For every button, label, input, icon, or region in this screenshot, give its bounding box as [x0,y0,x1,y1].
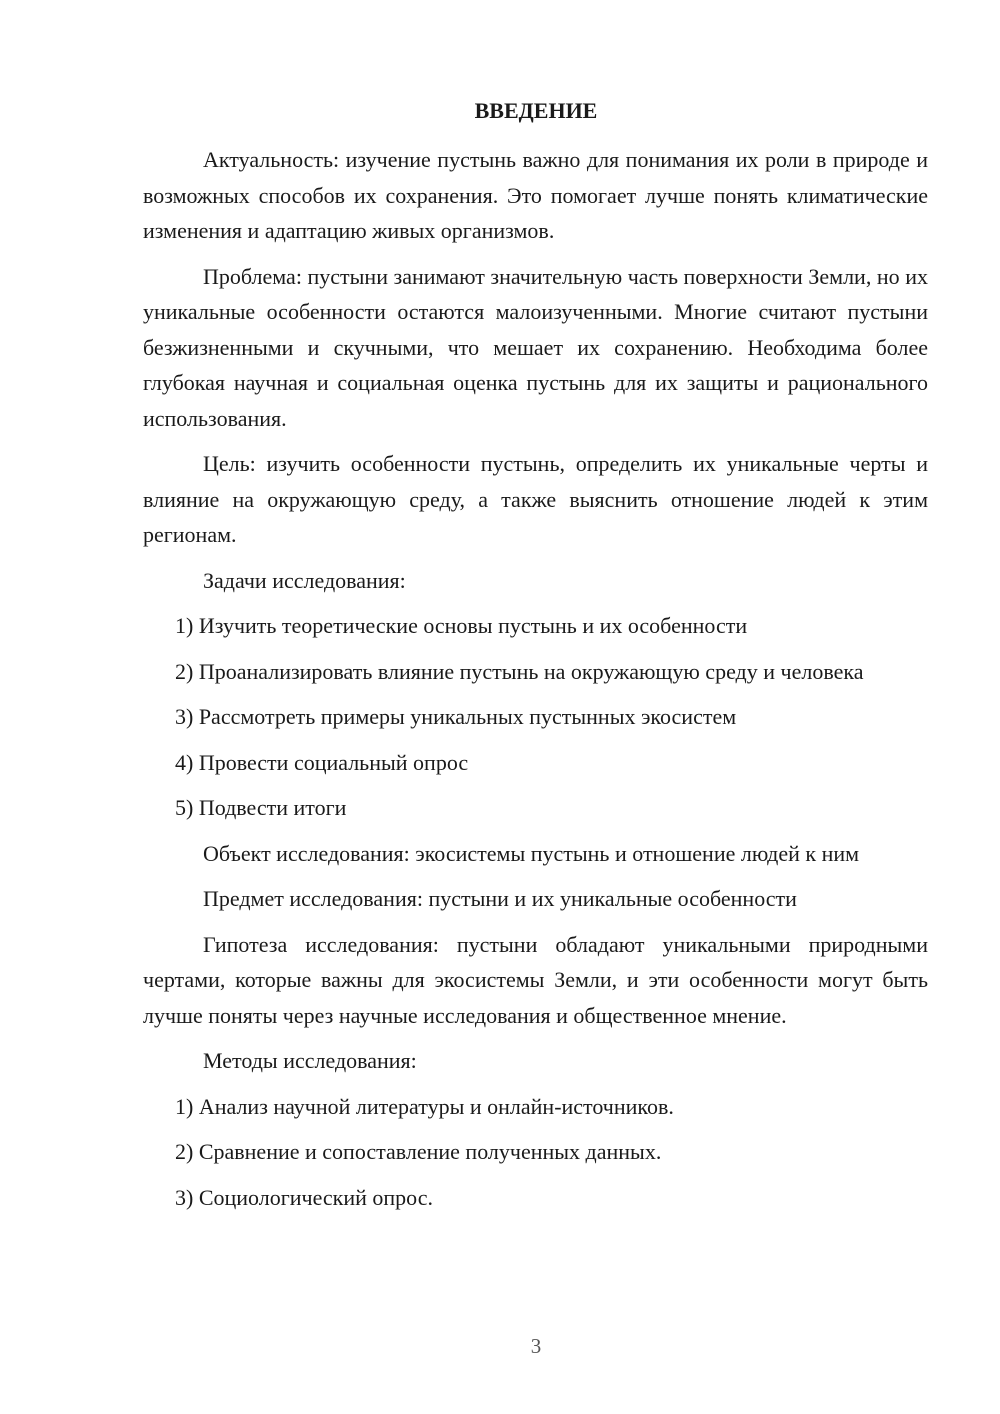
methods-heading: Методы исследования: [203,1048,417,1073]
tasks-heading: Задачи исследования: [203,567,406,593]
task-item: 1) Изучить теоретические основы пустынь и их особенности [175,613,748,638]
goal-paragraph: Цель: изучить особенности пустынь, определить их уникальные черты и влияние на окружающую среду, а также выяснить отношение людей к этим регионам. [143,451,928,547]
task-item: 5) Подвести итоги [175,795,347,820]
task-item: 4) Провести социальный опрос [175,749,469,775]
method-item: 2) Сравнение и сопоставление полученных данных. [175,1139,662,1164]
problem-paragraph: Проблема: пустыни занимают значительную часть поверхности Земли, но их уникальные особенности остаются малоизученными. Многие считают пустыни безжизненными и скучными, что мешает их сохранению. Необходима более глубокая научная и социальная оценка пустынь для их защиты и рационального использования. [143,263,928,431]
method-item: 3) Социологический опрос. [175,1184,433,1210]
body-text [143,142,928,1225]
object-paragraph: Объект исследования: экосистемы пустынь и отношение людей к ним [203,840,860,866]
hypothesis-paragraph: Гипотеза исследования: пустыни обладают уникальными природными чертами, которые важны для экосистемы Земли, и эти особенности могут быть лучше поняты через научные исследования и общественное мнение. [143,931,928,1028]
relevance-paragraph: Актуальность: изучение пустынь важно для понимания их роли в природе и возможных способов их сохранения. Это помогает лучше понять климатические изменения и адаптацию живых организмов. [143,147,928,243]
subject-paragraph: Предмет исследования: пустыни и их уникальные особенности [203,886,797,911]
page-number: 3 [530,1334,542,1358]
method-item: 1) Анализ научной литературы и онлайн-источников. [175,1093,674,1119]
task-item: 3) Рассмотреть примеры уникальных пустынных экосистем [175,704,737,729]
section-title: ВВЕДЕНИЕ [474,98,598,123]
task-item: 2) Проанализировать влияние пустынь на окружающую среду и человека [175,658,864,684]
